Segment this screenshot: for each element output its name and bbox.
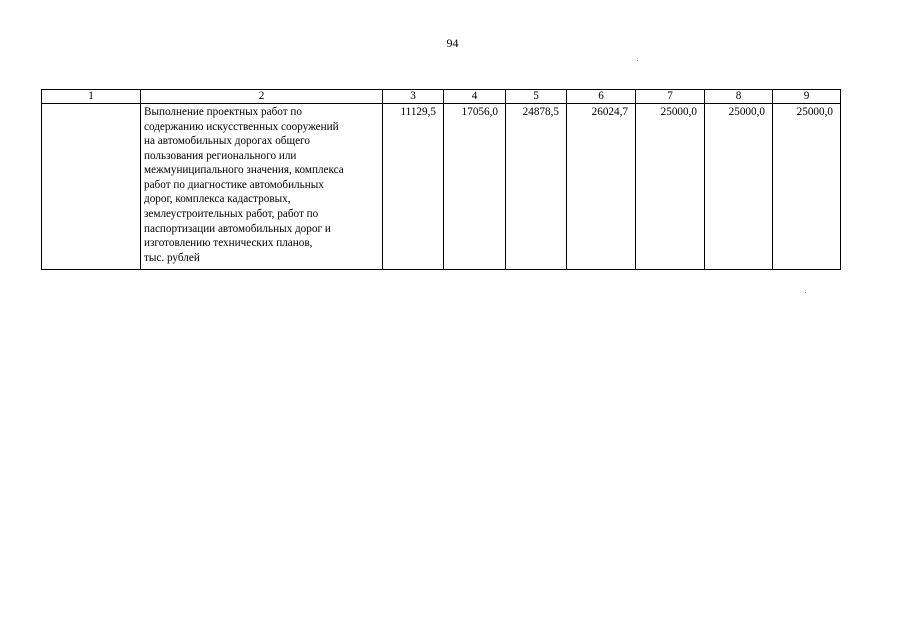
- value-cell: 26024,7: [567, 104, 636, 270]
- description-cell: [141, 104, 383, 270]
- table-row: [42, 104, 841, 270]
- description-line: дорог, комплекса кадастровых,: [144, 193, 291, 206]
- header-cell: 7: [636, 90, 705, 104]
- description-line: межмуниципального значения, комплекса: [144, 164, 344, 177]
- data-table: [41, 89, 841, 270]
- row-number-cell: [42, 104, 141, 270]
- value-cell: 11129,5: [383, 104, 444, 270]
- header-cell: 1: [42, 90, 141, 104]
- header-cell: 5: [506, 90, 567, 104]
- header-cell: 9: [773, 90, 841, 104]
- description-line: паспортизации автомобильных дорог и: [144, 222, 331, 235]
- description-line: на автомобильных дорогах общего: [144, 135, 310, 148]
- value-cell: 25000,0: [773, 104, 841, 270]
- page-number: 94: [446, 36, 459, 50]
- description-line: содержанию искусственных сооружений: [144, 120, 339, 133]
- scan-speck: [805, 292, 806, 293]
- header-cell: 3: [383, 90, 444, 104]
- value-cell: 24878,5: [506, 104, 567, 270]
- header-cell: 8: [705, 90, 773, 104]
- description-line: изготовлению технических планов,: [144, 237, 313, 250]
- description-line: Выполнение проектных работ по: [144, 106, 302, 118]
- description-line: тыс. рублей: [144, 251, 200, 264]
- description-line: работ по диагностике автомобильных: [144, 178, 324, 191]
- header-row: [42, 90, 841, 104]
- header-cell: 6: [567, 90, 636, 104]
- value-cell: 25000,0: [636, 104, 705, 270]
- header-cell: 2: [141, 90, 383, 104]
- header-cell: 4: [444, 90, 506, 104]
- value-cell: 17056,0: [444, 104, 506, 270]
- scan-speck: [637, 60, 638, 61]
- description-line: землеустроительных работ, работ по: [144, 207, 319, 220]
- value-cell: 25000,0: [705, 104, 773, 270]
- description-line: пользования регионального или: [144, 149, 297, 162]
